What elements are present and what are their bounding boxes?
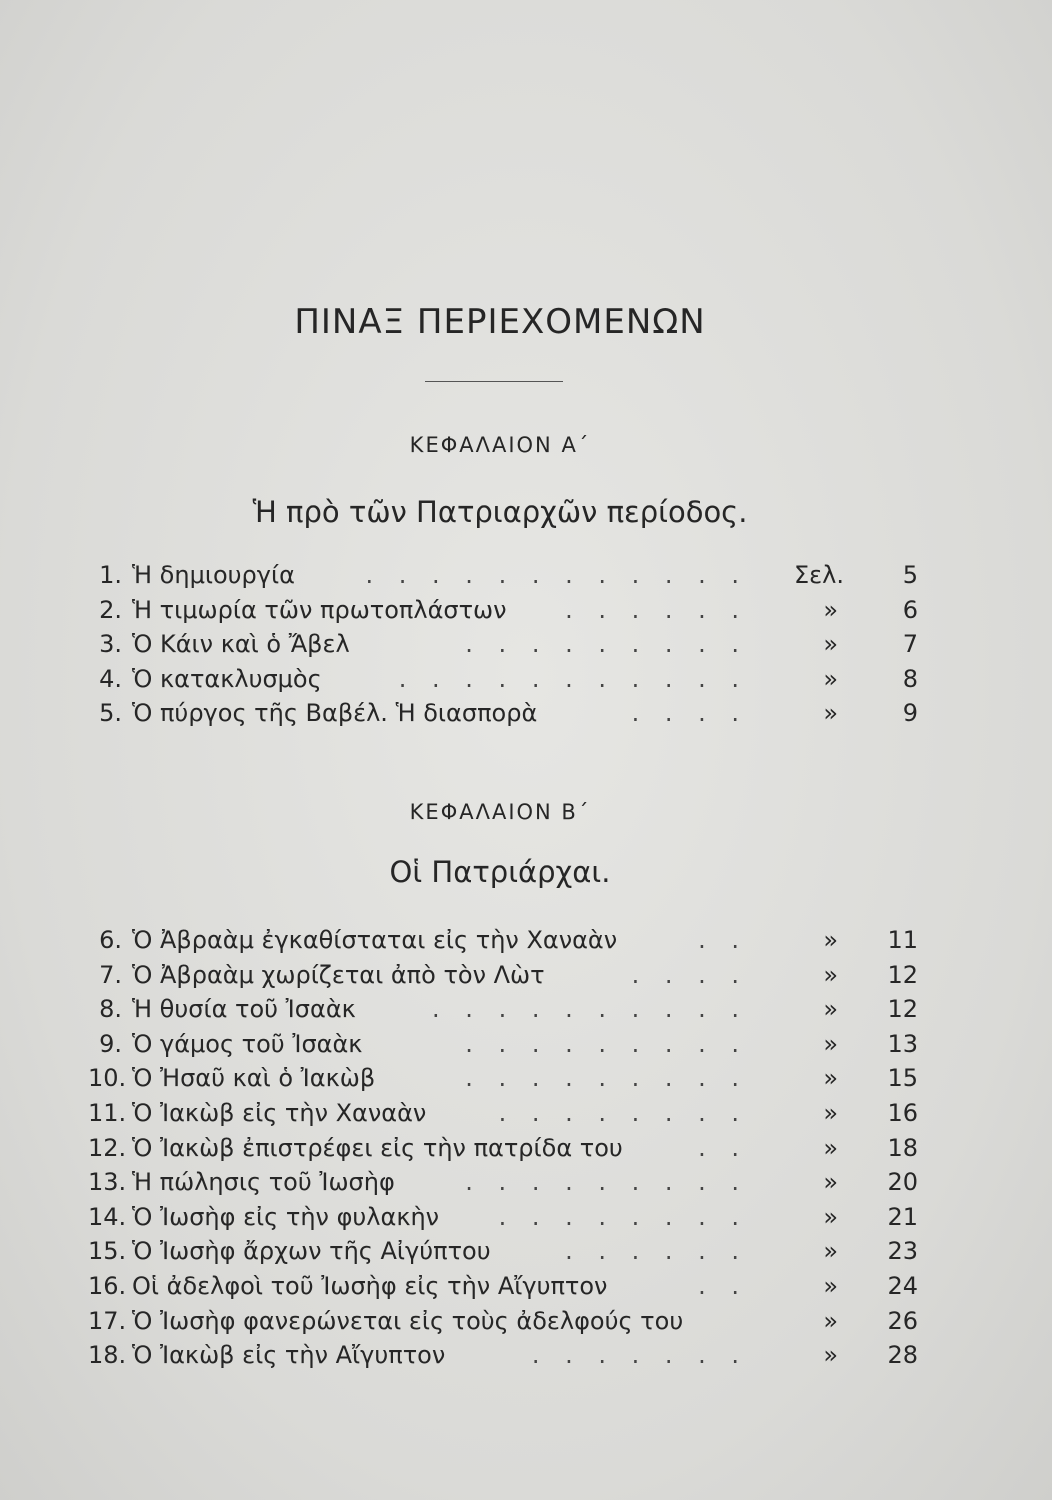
page-column-label: Σελ. [794,561,844,589]
toc-number: 12. [88,1133,127,1162]
ditto-mark: » [823,960,838,989]
toc-number: 3. [99,630,122,659]
toc-row [88,662,928,697]
toc-row [88,1338,928,1373]
toc-title: Ὁ Ἰωσὴφ εἰς τὴν φυλακὴν [132,1202,440,1231]
toc-number: 16. [88,1271,127,1300]
toc-number: 14. [88,1202,127,1231]
toc-leader-dots: . . . . . . . . . . . . [365,561,748,589]
ditto-mark: » [823,1237,838,1266]
toc-title: Ἡ θυσία τοῦ Ἰσαὰκ [132,995,356,1024]
toc-page-number: 11 [887,926,918,954]
ditto-mark: » [823,1202,838,1231]
toc-title: Ἡ δημιουργία [132,561,295,589]
toc-number: 13. [88,1168,127,1197]
chapter-b-subtitle: Οἱ Πατριάρχαι. [389,855,611,889]
toc-leader-dots: . . . . [631,960,748,989]
toc-page-number: 15 [887,1064,918,1093]
toc-title: Ἡ τιμωρία τῶν πρωτοπλάστων [132,595,507,624]
toc-leader-dots: . . . . . . . . . [465,1168,748,1197]
toc-title: Οἱ ἀδελφοὶ τοῦ Ἰωσὴφ εἰς τὴν Αἴγυπτον [132,1271,608,1300]
ditto-mark: » [823,926,838,954]
ditto-mark: » [823,1306,838,1335]
toc-number: 6. [99,926,122,954]
toc-leader-dots: . . . . . . . . . . . [398,664,748,693]
toc-title: Ὁ Ἰακὼβ εἰς τὴν Αἴγυπτον [132,1341,446,1370]
ditto-mark: » [823,1271,838,1300]
toc-page-number: 9 [902,699,918,728]
toc-page-number: 26 [887,1306,918,1335]
toc-page-number: 21 [887,1202,918,1231]
toc-leader-dots: . . . . . . . . . [465,1029,748,1058]
toc-number: 5. [99,699,122,728]
toc-leader-dots: . . [698,1271,748,1300]
toc-row [88,593,928,628]
toc-number: 10. [88,1064,127,1093]
toc-number: 17. [88,1306,127,1335]
toc-leader-dots: . . . . . . . . . . [432,995,748,1024]
toc-page-number: 7 [902,630,918,659]
toc-title: Ὁ Κάιν καὶ ὁ Ἄβελ [132,630,350,659]
ditto-mark: » [823,1098,838,1127]
toc-leader-dots: . . . . . . [565,595,748,624]
toc-number: 7. [99,960,122,989]
toc-page-number: 5 [902,561,918,589]
toc-number: 11. [88,1098,127,1127]
toc-title: Ὁ Ἰωσὴφ ἄρχων τῆς Αἰγύπτου [132,1237,491,1266]
title-divider [425,381,563,382]
toc-leader-dots: . . . . . . . . . [465,630,748,659]
chapter-b-label: ΚΕΦΑΛΑΙΟΝ Β΄ [409,800,591,824]
toc-title: Ὁ Ἀβραὰμ ἐγκαθίσταται εἰς τὴν Χαναὰν [132,926,618,954]
toc-row [88,1061,928,1096]
chapter-b-toc [88,923,928,1373]
ditto-mark: » [823,1029,838,1058]
toc-leader-dots: . . . . . . . . [498,1098,748,1127]
ditto-mark: » [823,1133,838,1162]
toc-number: 9. [99,1029,122,1058]
toc-page-number: 12 [887,995,918,1024]
toc-row [88,1096,928,1131]
toc-leader-dots: . . . . . . [565,1237,748,1266]
toc-title: Ὁ Ἀβραὰμ χωρίζεται ἀπὸ τὸν Λὼτ [132,960,545,989]
toc-title: Ὁ Ἰωσὴφ φανερώνεται εἰς τοὺς ἀδελφούς του [132,1306,684,1335]
toc-page-number: 28 [887,1341,918,1370]
toc-row [88,627,928,662]
toc-title: Ἡ πώλησις τοῦ Ἰωσὴφ [132,1168,395,1197]
ditto-mark: » [823,995,838,1024]
ditto-mark: » [823,699,838,728]
toc-page-number: 24 [887,1271,918,1300]
toc-row [88,958,928,993]
toc-row [88,923,928,958]
toc-row [88,1131,928,1166]
toc-leader-dots: . . . . . . . [531,1341,748,1370]
toc-title: Ὁ κατακλυσμὸς [132,664,322,693]
ditto-mark: » [823,630,838,659]
ditto-mark: » [823,1168,838,1197]
toc-number: 18. [88,1341,127,1370]
toc-page-number: 20 [887,1168,918,1197]
toc-title: Ὁ Ἠσαῦ καὶ ὁ Ἰακὼβ [132,1064,376,1093]
toc-row [88,992,928,1027]
toc-row [88,1200,928,1235]
toc-leader-dots: . . . . . . . . . [465,1064,748,1093]
toc-row [88,1165,928,1200]
toc-leader-dots: . . . . [631,699,748,728]
toc-row [88,1234,928,1269]
ditto-mark: » [823,595,838,624]
ditto-mark: » [823,1064,838,1093]
toc-page-number: 23 [887,1237,918,1266]
toc-title: Ὁ Ἰακὼβ εἰς τὴν Χαναὰν [132,1098,427,1127]
toc-title: Ὁ Ἰακὼβ ἐπιστρέφει εἰς τὴν πατρίδα του [132,1133,623,1162]
ditto-mark: » [823,664,838,693]
toc-row [88,1304,928,1339]
toc-number: 4. [99,664,122,693]
toc-row [88,1269,928,1304]
toc-leader-dots: . . [698,1133,748,1162]
toc-row [88,558,928,593]
toc-number: 1. [99,561,122,589]
toc-page-number: 18 [887,1133,918,1162]
toc-title: Ὁ πύργος τῆς Βαβέλ. Ἡ διασπορὰ [132,699,538,728]
toc-page-number: 6 [902,595,918,624]
chapter-a-label: ΚΕΦΑΛΑΙΟΝ Α΄ [409,433,591,457]
toc-leader-dots: . . . . . . . . [498,1202,748,1231]
toc-page-number: 8 [902,664,918,693]
ditto-mark: » [823,1341,838,1370]
toc-page-number: 12 [887,960,918,989]
page-title: ΠΙΝΑΞ ΠΕΡΙΕΧΟΜΕΝΩΝ [294,302,706,342]
toc-page-number: 16 [887,1098,918,1127]
toc-number: 15. [88,1237,127,1266]
toc-number: 2. [99,595,122,624]
chapter-a-toc [88,558,928,731]
toc-number: 8. [99,995,122,1024]
toc-row [88,1027,928,1062]
toc-leader-dots: . . [698,926,748,954]
toc-title: Ὁ γάμος τοῦ Ἰσαὰκ [132,1029,363,1058]
toc-row [88,696,928,731]
chapter-a-subtitle: Ἡ πρὸ τῶν Πατριαρχῶν περίοδος. [252,495,748,529]
toc-page-number: 13 [887,1029,918,1058]
